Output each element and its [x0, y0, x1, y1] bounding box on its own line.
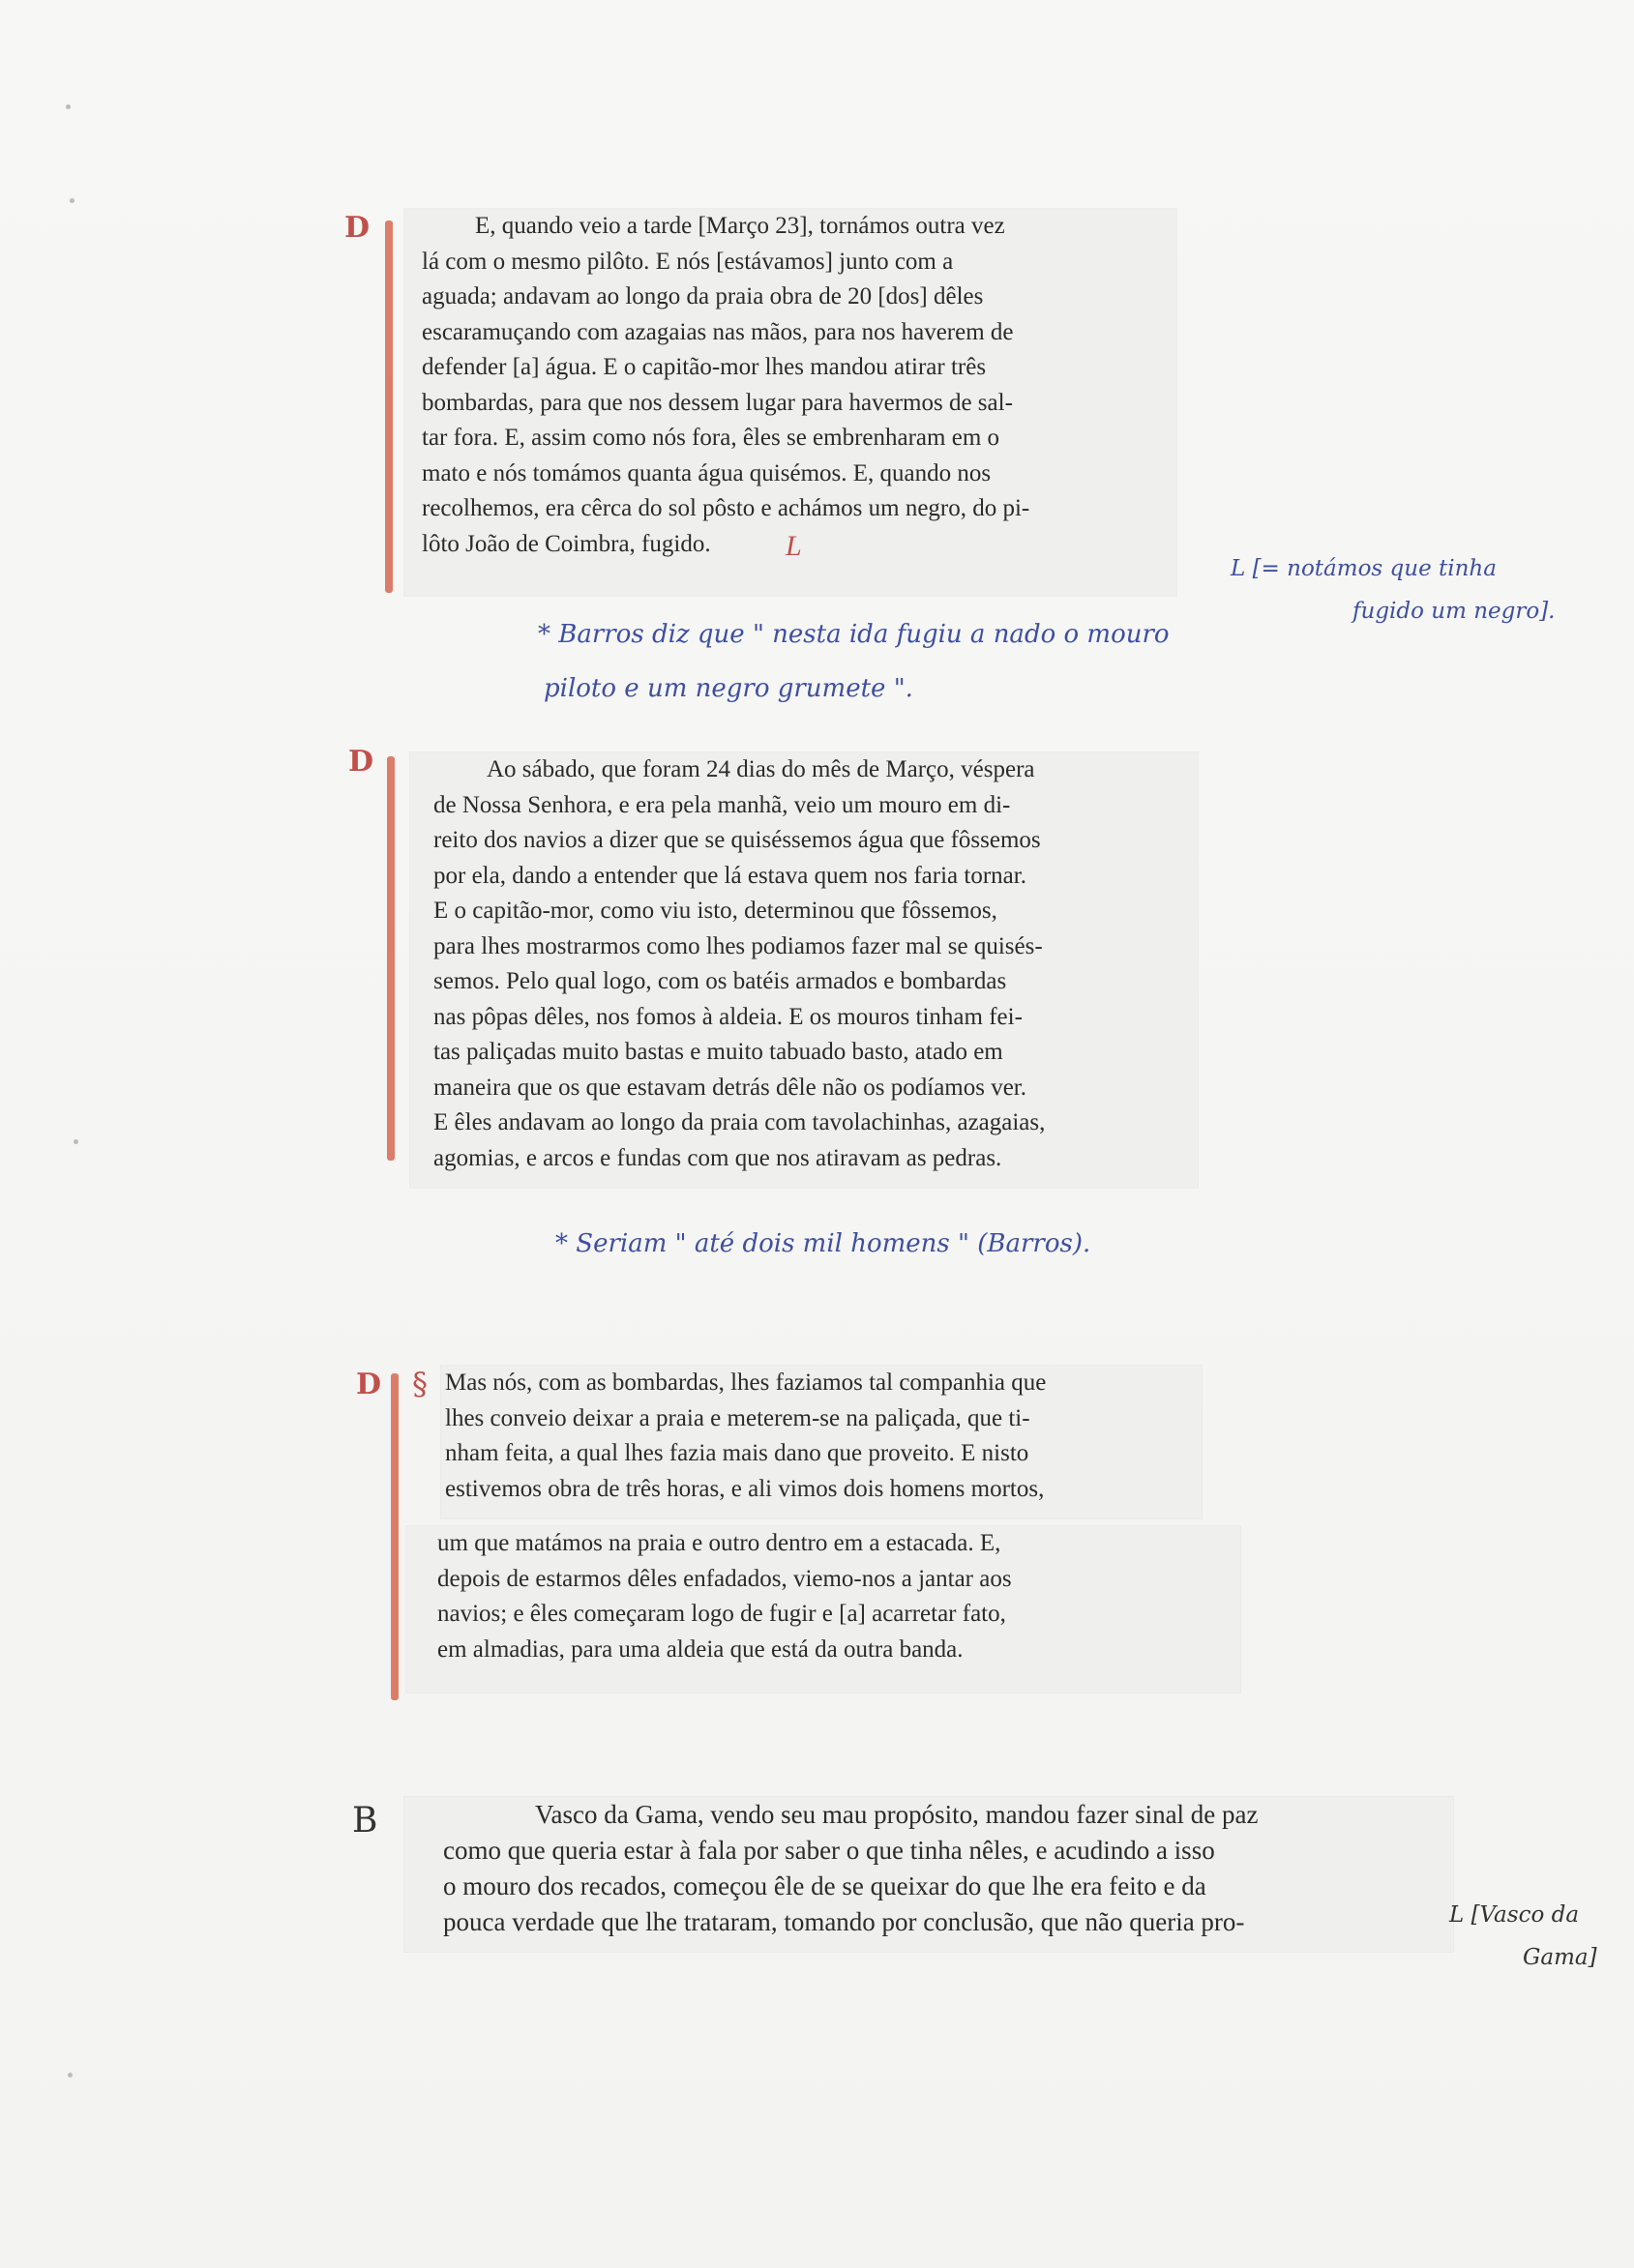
text-line: estivemos obra de três horas, e ali vimos dois homens mortos,: [445, 1475, 1045, 1502]
text-clipping-5: [404, 1797, 1453, 1952]
text-clipping-3: [441, 1366, 1202, 1518]
text-line: por ela, dando a entender que lá estava quem nos faria tornar.: [433, 862, 1026, 889]
text-line: depois de estarmos dêles enfadados, viemo-nos a jantar aos: [437, 1565, 1012, 1592]
handwritten-note: * Barros diz que " nesta ida fugiu a nado o mouro: [538, 620, 1170, 649]
text-line: bombardas, para que nos dessem lugar para havermos de sal-: [422, 389, 1013, 416]
margin-rule: [387, 756, 395, 1161]
text-line: tas paliçadas muito bastas e muito tabuado basto, atado em: [433, 1039, 1003, 1065]
text-line: pouca verdade que lhe trataram, tomando por conclusão, que não queria pro-: [443, 1907, 1245, 1936]
text-line: navios; e êles começaram logo de fugir e [a] acarretar fato,: [437, 1601, 1006, 1627]
text-line: de Nossa Senhora, e era pela manhã, veio um mouro em di-: [433, 791, 1011, 818]
text-line: nham feita, a qual lhes fazia mais dano que proveito. E nisto: [445, 1440, 1029, 1466]
text-line: Vasco da Gama, vendo seu mau propósito, mandou fazer sinal de paz: [535, 1800, 1259, 1829]
text-line: o mouro dos recados, começou êle de se queixar do que lhe era feito e da: [443, 1871, 1206, 1900]
text-line: lá com o mesmo pilôto. E nós [estávamos] junto com a: [422, 248, 954, 275]
text-clipping-2: [410, 752, 1198, 1188]
text-line: para lhes mostrarmos como lhes podiamos fazer mal se quisés-: [433, 932, 1043, 959]
section-mark: §: [412, 1366, 428, 1402]
text-line: defender [a] água. E o capitão-mor lhes mandou atirar três: [422, 354, 987, 380]
scan-speck: [70, 198, 74, 203]
handwritten-note: piloto e um negro grumete ".: [544, 674, 913, 703]
margin-note: L [Vasco da: [1449, 1902, 1580, 1928]
margin-marker-d: D: [348, 745, 374, 779]
text-clipping-4: [406, 1526, 1240, 1693]
text-line: lôto João de Coimbra, fugido.: [422, 530, 711, 557]
text-line: nas pôpas dêles, nos fomos à aldeia. E os mouros tinham fei-: [433, 1003, 1023, 1030]
scan-speck: [66, 104, 71, 109]
text-line: em almadias, para uma aldeia que está da outra banda.: [437, 1635, 964, 1663]
text-line: Ao sábado, que foram 24 dias do mês de Março, véspera: [487, 756, 1035, 782]
text-line: como que queria estar à fala por saber o que tinha nêles, e acudindo a isso: [443, 1836, 1215, 1865]
scan-speck: [68, 2073, 73, 2077]
margin-note: Gama]: [1523, 1945, 1597, 1970]
text-line: semos. Pelo qual logo, com os batéis armados e bombardas: [433, 968, 1007, 994]
text-line: E êles andavam ao longo da praia com tavolachinhas, azagaias,: [433, 1109, 1046, 1135]
text-line: agomias, e arcos e fundas com que nos atiravam as pedras.: [433, 1144, 1002, 1171]
text-line: Mas nós, com as bombardas, lhes faziamos tal companhia que: [445, 1370, 1047, 1396]
margin-marker-d: D: [344, 211, 371, 245]
margin-note: L [= notámos que tinha: [1231, 556, 1497, 581]
margin-rule: [391, 1373, 399, 1700]
text-line: lhes conveio deixar a praia e meterem-se na paliçada, que ti-: [445, 1404, 1030, 1431]
text-line: E o capitão-mor, como viu isto, determinou que fôssemos,: [433, 898, 997, 924]
margin-rule: [385, 221, 393, 593]
text-line: um que matámos na praia e outro dentro em a estacada. E,: [437, 1530, 1001, 1556]
handwritten-note: * Seriam " até dois mil homens " (Barros).: [555, 1229, 1091, 1258]
insertion-mark: L: [786, 530, 802, 562]
margin-note: fugido um negro].: [1352, 599, 1556, 624]
text-line: mato e nós tomámos quanta água quisémos. E, quando nos: [422, 459, 992, 486]
margin-marker-b: B: [352, 1801, 378, 1841]
text-line: recolhemos, era cêrca do sol pôsto e achámos um negro, do pi-: [422, 495, 1030, 521]
scan-speck: [74, 1139, 78, 1144]
text-line: tar fora. E, assim como nós fora, êles se embrenharam em o: [422, 425, 1000, 451]
text-line: maneira que os que estavam detrás dêle não os podíamos ver.: [433, 1074, 1027, 1101]
margin-marker-d: D: [356, 1368, 382, 1401]
text-line: reito dos navios a dizer que se quiséssemos água que fôssemos: [433, 827, 1041, 853]
text-line: escaramuçando com azagaias nas mãos, para nos haverem de: [422, 318, 1014, 345]
text-line: E, quando veio a tarde [Março 23], tornámos outra vez: [475, 213, 1005, 239]
text-line: aguada; andavam ao longo da praia obra de 20 [dos] dêles: [422, 283, 984, 309]
